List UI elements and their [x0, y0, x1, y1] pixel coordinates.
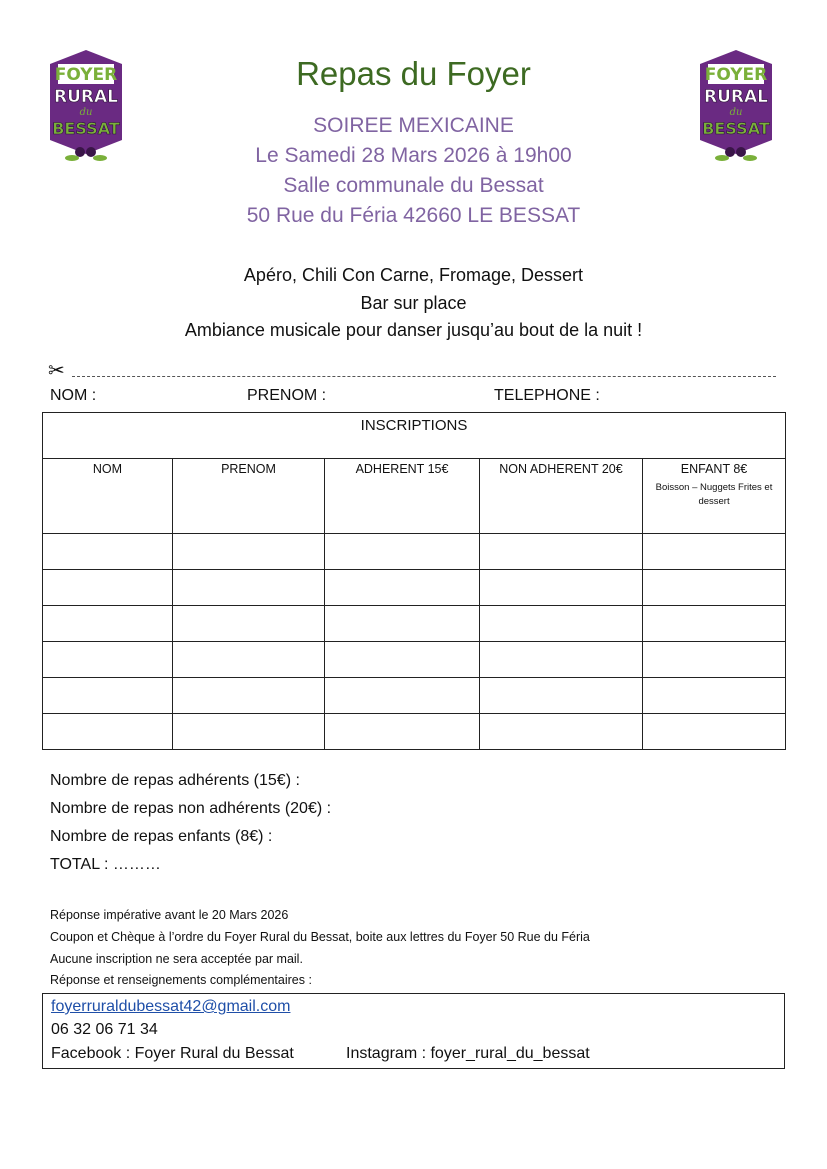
inscriptions-table [42, 412, 786, 750]
table-cell[interactable] [43, 678, 173, 714]
table-cell[interactable] [325, 534, 480, 570]
count-non-adherents: Nombre de repas non adhérents (20€) : [50, 800, 332, 817]
table-row [43, 534, 786, 570]
table-cell[interactable] [480, 642, 643, 678]
table-cell[interactable] [173, 714, 325, 750]
email-link[interactable]: foyerruraldubessat42@gmail.com [51, 998, 291, 1015]
table-cell[interactable] [643, 534, 786, 570]
event-name: SOIREE MEXICAINE [313, 114, 514, 137]
table-cell[interactable] [173, 606, 325, 642]
svg-text:BESSAT: BESSAT [702, 119, 770, 138]
contact-box [42, 993, 785, 1069]
scissors-icon: ✂ [48, 360, 65, 382]
table-cell[interactable] [173, 570, 325, 606]
table-cell[interactable] [643, 678, 786, 714]
column-header-enfant-label: ENFANT 8€ [680, 462, 748, 476]
table-row [43, 570, 786, 606]
table-cell[interactable] [325, 678, 480, 714]
menu-line-3: Ambiance musicale pour danser jusqu’au bout de la nuit ! [184, 320, 643, 340]
table-cell[interactable] [643, 714, 786, 750]
table-cell[interactable] [43, 642, 173, 678]
table-cell[interactable] [43, 606, 173, 642]
table-cell[interactable] [173, 678, 325, 714]
table-cell[interactable] [480, 606, 643, 642]
no-mail-note: Aucune inscription ne sera acceptée par mail. [50, 952, 303, 966]
cut-line [72, 376, 776, 377]
table-cell[interactable] [43, 570, 173, 606]
event-date: Le Samedi 28 Mars 2026 à 19h00 [255, 144, 572, 167]
table-cell[interactable] [325, 642, 480, 678]
table-row [43, 678, 786, 714]
menu-line-1: Apéro, Chili Con Carne, Fromage, Dessert [243, 265, 584, 285]
svg-text:FOYER: FOYER [54, 65, 118, 85]
table-cell[interactable] [325, 570, 480, 606]
column-header-prenom: PRENOM [173, 459, 325, 534]
event-address: 50 Rue du Féria 42660 LE BESSAT [246, 204, 581, 227]
count-enfants: Nombre de repas enfants (8€) : [50, 828, 273, 845]
phone-number: 06 32 06 71 34 [51, 1021, 158, 1038]
table-cell[interactable] [325, 606, 480, 642]
svg-text:BESSAT: BESSAT [52, 119, 120, 138]
column-header-nom: NOM [43, 459, 173, 534]
table-cell[interactable] [643, 642, 786, 678]
event-venue: Salle communale du Bessat [283, 174, 544, 197]
telephone-field-label: TELEPHONE : [494, 387, 600, 404]
table-cell[interactable] [480, 570, 643, 606]
table-cell[interactable] [325, 714, 480, 750]
table-cell[interactable] [43, 714, 173, 750]
svg-text:du: du [729, 107, 743, 118]
deadline-note: Réponse impérative avant le 20 Mars 2026 [50, 908, 289, 922]
table-cell[interactable] [43, 534, 173, 570]
info-note: Réponse et renseignements complémentaires : [50, 973, 312, 987]
table-cell[interactable] [480, 714, 643, 750]
table-cell[interactable] [173, 534, 325, 570]
payment-note: Coupon et Chèque à l’ordre du Foyer Rural du Bessat, boite aux lettres du Foyer 50 Rue du Féria [50, 930, 590, 944]
table-cell[interactable] [643, 606, 786, 642]
column-header-adherent: ADHERENT 15€ [325, 459, 480, 534]
page-title: Repas du Foyer [296, 55, 531, 92]
table-row [43, 606, 786, 642]
svg-text:FOYER: FOYER [704, 65, 768, 85]
table-row [43, 714, 786, 750]
table-row [43, 642, 786, 678]
facebook-info: Facebook : Foyer Rural du Bessat [51, 1045, 294, 1062]
prenom-field-label: PRENOM : [247, 387, 327, 404]
table-cell[interactable] [480, 534, 643, 570]
column-header-non-adherent: NON ADHERENT 20€ [480, 459, 643, 534]
table-cell[interactable] [480, 678, 643, 714]
table-title: INSCRIPTIONS [43, 413, 786, 459]
count-adherents: Nombre de repas adhérents (15€) : [50, 772, 300, 789]
instagram-info: Instagram : foyer_rural_du_bessat [346, 1045, 590, 1062]
table-cell[interactable] [643, 570, 786, 606]
total-line: TOTAL : ……… [50, 856, 161, 873]
nom-field-label: NOM : [50, 387, 97, 404]
menu-line-2: Bar sur place [360, 293, 467, 313]
svg-text:RURAL: RURAL [54, 87, 118, 107]
table-cell[interactable] [173, 642, 325, 678]
enfant-menu-note: Boisson – Nuggets Frites et dessert [655, 482, 773, 507]
svg-text:du: du [79, 107, 93, 118]
column-header-enfant [643, 459, 786, 534]
svg-text:RURAL: RURAL [704, 87, 768, 107]
